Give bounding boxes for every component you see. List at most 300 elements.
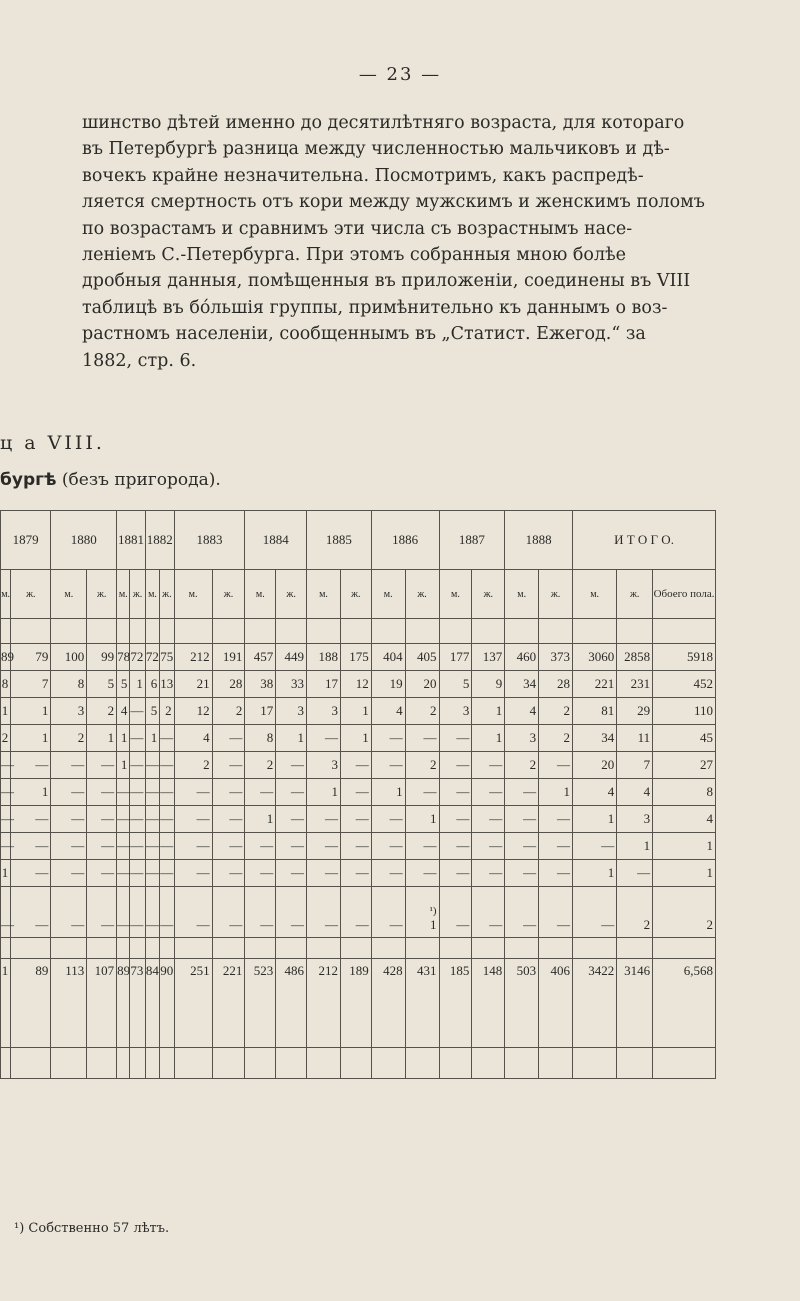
total-cell: 89 (117, 959, 130, 1048)
total-cell: 428 (371, 959, 405, 1048)
table-cell: 110 (653, 698, 716, 725)
table-row (1, 779, 716, 806)
sex-header-row (1, 570, 716, 619)
empty-cell (539, 1048, 573, 1079)
table-cell: 45 (653, 725, 716, 752)
empty-cell (276, 938, 307, 959)
total-cell: 107 (87, 959, 117, 1048)
empty-cell (276, 619, 307, 644)
table-cell: — (307, 725, 341, 752)
table-cell: — (174, 887, 212, 938)
empty-cell (573, 1048, 617, 1079)
empty-cell (160, 619, 174, 644)
table-cell: — (472, 806, 505, 833)
table-cell: 1 (371, 779, 405, 806)
table-cell: 1 (573, 860, 617, 887)
table-cell: — (276, 752, 307, 779)
table-subheading (0, 470, 221, 490)
table-cell: — (276, 833, 307, 860)
table-row (1, 887, 716, 938)
table-cell: — (371, 752, 405, 779)
table-cell: — (160, 833, 174, 860)
empty-cell (439, 619, 472, 644)
table-cell: 4 (174, 725, 212, 752)
table-cell: 3 (276, 698, 307, 725)
total-cell: 148 (472, 959, 505, 1048)
table-cell: 1 (405, 806, 439, 833)
mortality-table (0, 510, 716, 1079)
table-cell: — (130, 698, 145, 725)
sex-header-female: ж. (539, 570, 573, 619)
table-cell: — (539, 752, 573, 779)
spacer-row (1, 619, 716, 644)
table-cell: — (439, 779, 472, 806)
sex-header-female: ж. (405, 570, 439, 619)
year-header: 1881 (117, 511, 146, 570)
table-cell: — (51, 779, 87, 806)
table-cell: — (439, 752, 472, 779)
table-cell: — (539, 833, 573, 860)
empty-cell (405, 1048, 439, 1079)
table-cell: — (539, 806, 573, 833)
empty-cell (539, 938, 573, 959)
table-cell: 29 (617, 698, 653, 725)
table-cell: — (472, 779, 505, 806)
table-cell: — (117, 779, 130, 806)
empty-cell (117, 619, 130, 644)
table-cell: — (439, 725, 472, 752)
empty-cell (130, 938, 145, 959)
total-cell: 3422 (573, 959, 617, 1048)
table-cell: 8 (1, 671, 11, 698)
table-cell: — (160, 806, 174, 833)
table-cell: — (573, 887, 617, 938)
table-cell: — (87, 860, 117, 887)
table-cell: 188 (307, 644, 341, 671)
table-cell: — (340, 752, 371, 779)
table-cell: 2 (174, 752, 212, 779)
table-cell: 1 (117, 725, 130, 752)
table-cell: 1 (117, 752, 130, 779)
table-cell: — (371, 725, 405, 752)
table-cell: — (340, 833, 371, 860)
empty-cell (276, 1048, 307, 1079)
table-cell: 1 (472, 725, 505, 752)
table-cell: 1 (340, 698, 371, 725)
table-cell: — (307, 806, 341, 833)
table-cell: 1 (653, 860, 716, 887)
table-cell: — (340, 806, 371, 833)
empty-cell (1, 1048, 11, 1079)
empty-cell (11, 1048, 51, 1079)
total-cell: 84 (145, 959, 159, 1048)
table-cell: 28 (212, 671, 245, 698)
empty-cell (245, 1048, 276, 1079)
table-cell: — (130, 887, 145, 938)
total-cell: 1 (1, 959, 11, 1048)
sex-header-male: м. (573, 570, 617, 619)
table-cell: — (51, 887, 87, 938)
table-cell: — (505, 887, 539, 938)
table-cell: 212 (174, 644, 212, 671)
table-cell: 11 (617, 725, 653, 752)
table-cell: 2 (87, 698, 117, 725)
empty-cell (371, 938, 405, 959)
table-cell: 4 (117, 698, 130, 725)
table-cell: — (439, 833, 472, 860)
table-cell: 2 (212, 698, 245, 725)
table-cell: 1 (539, 779, 573, 806)
empty-cell (11, 938, 51, 959)
empty-cell (174, 1048, 212, 1079)
empty-cell (405, 619, 439, 644)
table-cell (405, 887, 439, 938)
table-cell: 1 (653, 833, 716, 860)
table-row (1, 644, 716, 671)
table-cell: 1 (472, 698, 505, 725)
total-cell: 486 (276, 959, 307, 1048)
empty-cell (472, 1048, 505, 1079)
table-cell: — (1, 833, 11, 860)
paragraph-line: дробныя данныя, помѣщенныя въ приложеніи, соединены въ VIII (82, 271, 691, 292)
table-cell: — (505, 806, 539, 833)
total-cell: 113 (51, 959, 87, 1048)
empty-cell (174, 938, 212, 959)
table-cell: — (174, 860, 212, 887)
empty-cell (1, 938, 11, 959)
table-cell: 28 (539, 671, 573, 698)
table-cell: 3 (505, 725, 539, 752)
empty-cell (87, 1048, 117, 1079)
table-cell: — (145, 860, 159, 887)
table-cell: — (307, 833, 341, 860)
empty-cell (130, 619, 145, 644)
table-cell: — (617, 860, 653, 887)
empty-cell (87, 619, 117, 644)
empty-cell (307, 619, 341, 644)
table-cell: 175 (340, 644, 371, 671)
table-cell: — (573, 833, 617, 860)
table-cell: — (11, 806, 51, 833)
sex-header-male: м. (505, 570, 539, 619)
year-header-row (1, 511, 716, 570)
year-header: 1888 (505, 511, 573, 570)
table-cell: 2858 (617, 644, 653, 671)
table-row (1, 671, 716, 698)
table-cell: 2 (405, 698, 439, 725)
total-cell: 406 (539, 959, 573, 1048)
year-header: 1887 (439, 511, 505, 570)
table-cell: 3 (307, 752, 341, 779)
table-cell: 100 (51, 644, 87, 671)
empty-cell (505, 938, 539, 959)
table-cell: 4 (371, 698, 405, 725)
table-cell: — (145, 833, 159, 860)
table-cell: — (539, 887, 573, 938)
empty-cell (340, 619, 371, 644)
paragraph-line: 1882, стр. 6. (82, 350, 197, 371)
table-cell: — (174, 779, 212, 806)
table-cell: — (145, 779, 159, 806)
empty-cell (472, 938, 505, 959)
table-cell: 34 (505, 671, 539, 698)
table-row (1, 725, 716, 752)
table-cell: 5 (145, 698, 159, 725)
sex-header-male: м. (145, 570, 159, 619)
paragraph-line: таблицѣ въ бо́льшія группы, примѣнительно къ даннымъ о воз- (82, 297, 668, 318)
empty-cell (1, 619, 11, 644)
table-cell: — (472, 860, 505, 887)
sex-header-female: ж. (276, 570, 307, 619)
table-cell: — (145, 806, 159, 833)
table-cell: — (340, 887, 371, 938)
table-subheading-bold: бургѣ (0, 470, 57, 490)
table-cell: — (371, 806, 405, 833)
body-paragraph (82, 110, 762, 374)
sex-header-female: ж. (160, 570, 174, 619)
footnote: ¹) Собственно 57 лѣтъ. (14, 1221, 170, 1236)
table-cell: 5 (87, 671, 117, 698)
table-cell: — (130, 860, 145, 887)
empty-cell (472, 619, 505, 644)
empty-cell (160, 1048, 174, 1079)
table-cell: — (160, 887, 174, 938)
table-cell: — (276, 779, 307, 806)
table-cell: — (174, 833, 212, 860)
empty-cell (539, 619, 573, 644)
table-cell: 1 (130, 671, 145, 698)
empty-cell (439, 1048, 472, 1079)
table-cell: 3 (439, 698, 472, 725)
sex-header-male: м. (307, 570, 341, 619)
table-cell: — (472, 752, 505, 779)
empty-cell (117, 938, 130, 959)
table-cell: — (117, 806, 130, 833)
table-cell: 9 (472, 671, 505, 698)
table-cell: 6 (145, 671, 159, 698)
table-cell: — (87, 752, 117, 779)
table-cell: — (439, 806, 472, 833)
paragraph-line: вочекъ крайне незначительна. Посмотримъ, какъ распредѣ- (82, 165, 644, 186)
table-cell: — (212, 860, 245, 887)
table-cell: — (130, 725, 145, 752)
paragraph-line: шинство дѣтей именно до десятилѣтняго возраста, для котораго (82, 113, 685, 133)
table-cell: — (130, 833, 145, 860)
table-cell: 4 (505, 698, 539, 725)
empty-cell (245, 938, 276, 959)
empty-cell (212, 938, 245, 959)
sex-header-female: ж. (617, 570, 653, 619)
empty-cell (307, 1048, 341, 1079)
table-cell: 1 (11, 725, 51, 752)
empty-cell (653, 619, 716, 644)
table-cell: 78 (117, 644, 130, 671)
table-cell: 373 (539, 644, 573, 671)
year-header: 1880 (51, 511, 117, 570)
total-cell: 185 (439, 959, 472, 1048)
table-cell: — (245, 779, 276, 806)
table-cell: — (276, 860, 307, 887)
table-cell: — (276, 806, 307, 833)
table-cell: 2 (505, 752, 539, 779)
table-cell: 2 (160, 698, 174, 725)
table-heading: ц а VIII. (0, 432, 105, 454)
table-cell: 2 (405, 752, 439, 779)
empty-cell (371, 619, 405, 644)
sex-header-male: м. (1, 570, 11, 619)
table-cell: — (212, 752, 245, 779)
table-cell: — (212, 725, 245, 752)
year-header: 1885 (307, 511, 372, 570)
empty-cell (51, 619, 87, 644)
table-cell: 2 (539, 725, 573, 752)
table-cell: — (212, 806, 245, 833)
empty-cell (51, 938, 87, 959)
empty-cell (439, 938, 472, 959)
empty-cell (573, 619, 617, 644)
table-cell: — (1, 887, 11, 938)
total-cell: 523 (245, 959, 276, 1048)
table-cell: — (405, 725, 439, 752)
total-cell: 189 (340, 959, 371, 1048)
table-cell: 4 (617, 779, 653, 806)
table-cell: — (505, 779, 539, 806)
table-cell: — (11, 833, 51, 860)
sex-header-male: м. (117, 570, 130, 619)
empty-cell (51, 1048, 87, 1079)
table-cell: — (130, 806, 145, 833)
total-cell: 251 (174, 959, 212, 1048)
table-cell: 20 (405, 671, 439, 698)
table-cell: — (51, 860, 87, 887)
cell-value: 1 (430, 917, 437, 932)
table-cell: — (340, 860, 371, 887)
table-cell: — (160, 860, 174, 887)
empty-cell (174, 619, 212, 644)
sex-header-female: ж. (212, 570, 245, 619)
empty-cell (653, 1048, 716, 1079)
table-cell: 452 (653, 671, 716, 698)
table-cell: 404 (371, 644, 405, 671)
year-header: 1879 (1, 511, 51, 570)
empty-cell (617, 619, 653, 644)
total-cell: 90 (160, 959, 174, 1048)
table-cell: 3060 (573, 644, 617, 671)
empty-cell (573, 938, 617, 959)
total-cell: 503 (505, 959, 539, 1048)
table-cell: 5 (117, 671, 130, 698)
table-cell: 20 (573, 752, 617, 779)
table-cell: — (87, 779, 117, 806)
table-cell: 17 (307, 671, 341, 698)
sex-header-female: ж. (340, 570, 371, 619)
empty-cell (653, 938, 716, 959)
table-cell: 2 (539, 698, 573, 725)
table-cell: 8 (653, 779, 716, 806)
table-cell: — (371, 860, 405, 887)
table-subheading-rest: (безъ пригорода). (56, 470, 221, 490)
table-cell: 12 (340, 671, 371, 698)
table-cell: 3 (51, 698, 87, 725)
table-cell: 33 (276, 671, 307, 698)
table-cell: 7 (617, 752, 653, 779)
empty-cell (130, 1048, 145, 1079)
table-cell: — (472, 833, 505, 860)
sex-header-female: ж. (87, 570, 117, 619)
table-cell: — (160, 779, 174, 806)
table-cell: — (405, 779, 439, 806)
empty-cell (617, 938, 653, 959)
table-cell: 1 (245, 806, 276, 833)
table-cell: 8 (245, 725, 276, 752)
empty-cell (145, 619, 159, 644)
table-cell: 1 (573, 806, 617, 833)
empty-cell (340, 938, 371, 959)
table-row (1, 752, 716, 779)
table-cell: 2 (653, 887, 716, 938)
table-cell: 4 (573, 779, 617, 806)
table-cell: 457 (245, 644, 276, 671)
empty-cell (245, 619, 276, 644)
table-cell: 5 (439, 671, 472, 698)
table-cell: — (439, 860, 472, 887)
spacer-row (1, 1048, 716, 1079)
table-cell: 191 (212, 644, 245, 671)
table-cell: — (130, 752, 145, 779)
total-cell: 212 (307, 959, 341, 1048)
table-cell: 2 (1, 725, 11, 752)
table-cell: — (11, 752, 51, 779)
table-cell: — (174, 806, 212, 833)
table-cell: — (371, 887, 405, 938)
page-number: — 23 — (358, 64, 442, 85)
footnote-marker: ¹) (429, 905, 437, 917)
total-cell: 89 (11, 959, 51, 1048)
table-cell: — (276, 887, 307, 938)
table-cell: 1 (1, 698, 11, 725)
table-row (1, 860, 716, 887)
table-cell: — (1, 779, 11, 806)
paragraph-line: растномъ населеніи, сообщеннымъ въ „Статист. Ежегод.“ за (82, 324, 646, 345)
table-cell: — (539, 860, 573, 887)
empty-cell (145, 938, 159, 959)
table-cell: — (212, 779, 245, 806)
table-cell: 3 (307, 698, 341, 725)
table-cell: — (245, 833, 276, 860)
sex-header-female: ж. (130, 570, 145, 619)
table-cell: — (405, 833, 439, 860)
sex-header-male: м. (371, 570, 405, 619)
sex-header-female: ж. (472, 570, 505, 619)
table-cell: — (160, 752, 174, 779)
table-cell: 449 (276, 644, 307, 671)
table-cell: 99 (87, 644, 117, 671)
empty-cell (212, 1048, 245, 1079)
sex-header-male: м. (245, 570, 276, 619)
table-cell: 34 (573, 725, 617, 752)
table-cell: 72 (130, 644, 145, 671)
table-row (1, 833, 716, 860)
table-cell: 79 (11, 644, 51, 671)
empty-cell (505, 619, 539, 644)
table-row (1, 698, 716, 725)
year-header: 1884 (245, 511, 307, 570)
empty-cell (160, 938, 174, 959)
spacer-row (1, 938, 716, 959)
table-cell: — (160, 725, 174, 752)
table-cell: 1 (145, 725, 159, 752)
table-cell: 1 (307, 779, 341, 806)
